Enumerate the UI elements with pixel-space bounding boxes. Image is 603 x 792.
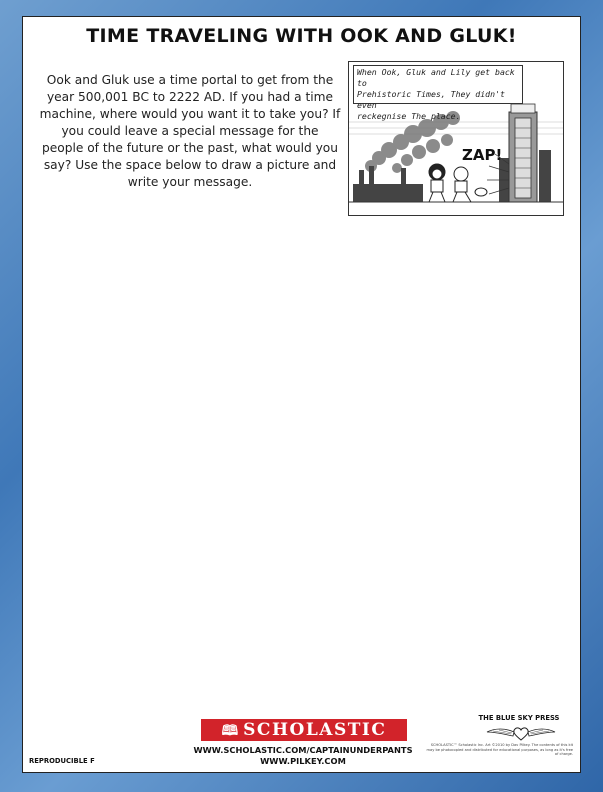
page-title: TIME TRAVELING WITH OOK AND GLUK! (86, 25, 517, 47)
brand-name: SCHOLASTIC (243, 720, 387, 740)
activity-sheet (22, 16, 581, 773)
scholastic-url[interactable]: WWW.SCHOLASTIC.COM/CAPTAINUNDERPANTS (193, 745, 413, 755)
activity-prompt: Ook and Gluk use a time portal to get from the year 500,001 BC to 2222 AD. If you had a time machine, where would you want it to take you? If you could leave a special message for the people of the future or the past, what would you say? Use the space below to draw a picture and write your message. (39, 73, 341, 189)
zap-text: ZAP! (462, 146, 503, 164)
scholastic-logo[interactable] (201, 719, 407, 741)
blue-sky-press-label: THE BLUE SKY PRESS (478, 714, 560, 722)
reproducible-label: REPRODUCIBLE F (29, 757, 95, 765)
comic-panel (348, 61, 564, 216)
pilkey-url[interactable]: WWW.PILKEY.COM (260, 756, 346, 766)
comic-caption: When Ook, Gluk and Lily get back to Prehistoric Times, They didn't even reckegnise The place. (353, 65, 523, 104)
book-icon: 🕮 (221, 723, 239, 739)
winged-heart-icon (485, 724, 557, 744)
legal-notice: SCHOLASTIC™ Scholastic Inc. Art ©2010 by Dav Pilkey. The contents of this kit may be photocopied and distributed for educational purposes, as long as it's free of charge. (426, 743, 573, 757)
